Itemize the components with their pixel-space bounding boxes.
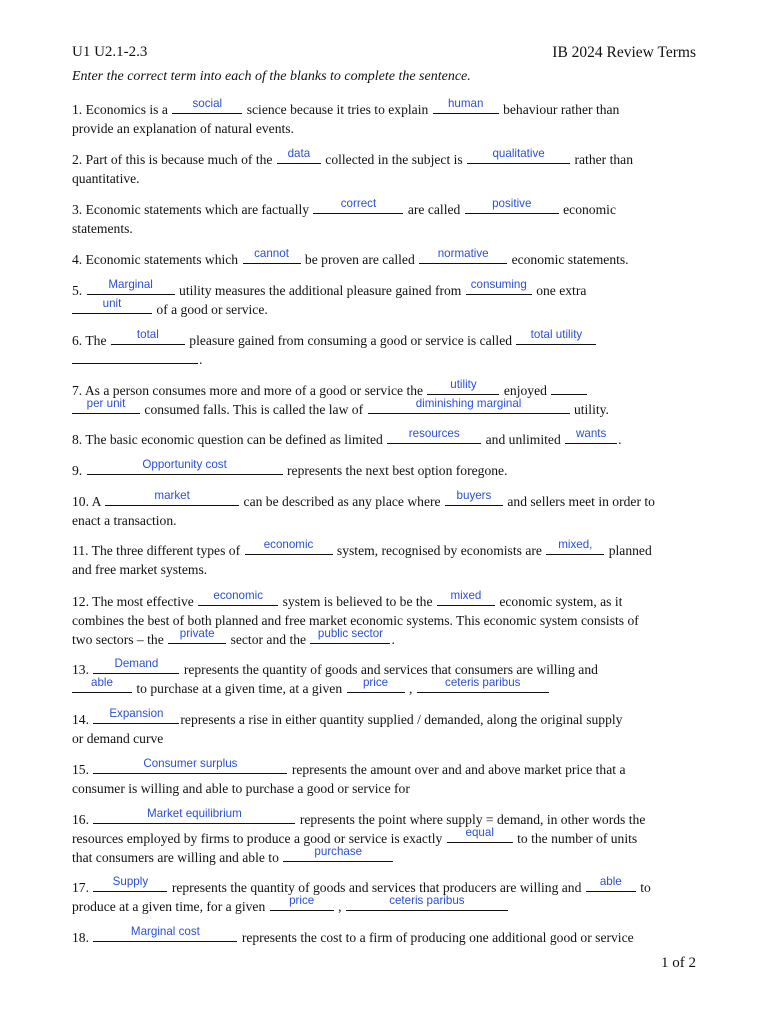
- blank-2b[interactable]: qualitative: [467, 150, 570, 164]
- blank-12d[interactable]: public sector: [310, 630, 390, 644]
- question-13: 13. Demand represents the quantity of goods and services that consumers are willing and able to purchase at a given time, at a given price , ceteris paribus: [72, 657, 598, 696]
- blank-7b[interactable]: per unit: [72, 400, 140, 414]
- question-14: 14. Expansion represents a rise in either quantity supplied / demanded, along the original supply or demand curve: [72, 707, 623, 746]
- question-2: 2. Part of this is because much of the data collected in the subject is qualitative rather than quantitative.: [72, 147, 633, 186]
- blank-6c[interactable]: [72, 350, 198, 364]
- blank-14a[interactable]: Expansion: [93, 710, 179, 724]
- blank-13b[interactable]: able: [72, 679, 132, 693]
- blank-9a[interactable]: Opportunity cost: [87, 461, 283, 475]
- header-unit-code: U1 U2.1-2.3: [72, 44, 148, 60]
- blank-7a[interactable]: utility: [427, 381, 499, 395]
- blank-12b[interactable]: mixed: [437, 592, 495, 606]
- question-5: 5. Marginal utility measures the additional pleasure gained from consuming one extra unit of a good or service.: [72, 278, 587, 317]
- blank-12a[interactable]: economic: [198, 592, 278, 606]
- blank-11b[interactable]: mixed,: [546, 541, 604, 555]
- question-18: 18. Marginal cost represents the cost to a firm of producing one additional good or service: [72, 925, 634, 945]
- page-number: 1 of 2: [661, 955, 696, 971]
- blank-18a[interactable]: Marginal cost: [93, 928, 237, 942]
- blank-8b[interactable]: wants: [565, 430, 617, 444]
- question-1: 1. Economics is a social science because it tries to explain human behaviour rather than provide an explanation of natural events.: [72, 97, 620, 136]
- question-17: 17. Supply represents the quantity of goods and services that producers are willing and able to produce at a given time, for a given price , ceteris paribus: [72, 875, 651, 914]
- blank-8a[interactable]: resources: [387, 430, 481, 444]
- question-15: 15. Consumer surplus represents the amount over and and above market price that a consumer is willing and able to purchase a good or service for: [72, 757, 626, 796]
- question-16: 16. Market equilibrium represents the point where supply = demand, in other words the resources employed by firms to produce a good or service is exactly equal to the number of units that consumers are willing and able to purchase: [72, 807, 646, 865]
- blank-5a[interactable]: Marginal: [87, 281, 175, 295]
- blank-3a[interactable]: correct: [313, 200, 403, 214]
- blank-13a[interactable]: Demand: [93, 660, 179, 674]
- question-12: 12. The most effective economic system is believed to be the mixed economic system, as it combines the best of both planned and free market economic systems. This economic system consists of two sectors – the private sector and the public sector .: [72, 589, 639, 647]
- blank-16c[interactable]: purchase: [283, 848, 393, 862]
- blank-4b[interactable]: normative: [419, 250, 507, 264]
- question-8: 8. The basic economic question can be defined as limited resources and unlimited wants .: [72, 427, 622, 447]
- blank-6b[interactable]: total utility: [516, 331, 596, 345]
- blank-1a[interactable]: social: [172, 100, 242, 114]
- blank-7c[interactable]: diminishing marginal: [368, 400, 570, 414]
- question-7: 7. As a person consumes more and more of a good or service the utility enjoyed per unit consumed falls. This is called the law of diminishing marginal utility.: [72, 378, 609, 417]
- question-3: 3. Economic statements which are factually correct are called positive economic statements.: [72, 197, 616, 236]
- blank-5b[interactable]: consuming: [466, 281, 532, 295]
- question-4: 4. Economic statements which cannot be proven are called normative economic statements.: [72, 247, 629, 267]
- question-11: 11. The three different types of economic system, recognised by economists are mixed, planned and free market systems.: [72, 538, 652, 577]
- blank-10b[interactable]: buyers: [445, 492, 503, 506]
- blank-11a[interactable]: economic: [245, 541, 333, 555]
- blank-15a[interactable]: Consumer surplus: [93, 760, 287, 774]
- blank-16a[interactable]: Market equilibrium: [93, 810, 295, 824]
- blank-13d[interactable]: ceteris paribus: [417, 679, 549, 693]
- blank-16b[interactable]: equal: [447, 829, 513, 843]
- blank-2a[interactable]: data: [277, 150, 321, 164]
- blank-17c[interactable]: price: [270, 897, 334, 911]
- blank-12c[interactable]: private: [168, 630, 226, 644]
- blank-17b[interactable]: able: [586, 878, 636, 892]
- header-review-title: IB 2024 Review Terms: [552, 44, 696, 61]
- question-9: 9. Opportunity cost represents the next best option foregone.: [72, 458, 508, 478]
- blank-5c[interactable]: unit: [72, 300, 152, 314]
- blank-1b[interactable]: human: [433, 100, 499, 114]
- blank-7b-start[interactable]: [551, 381, 587, 395]
- blank-6a[interactable]: total: [111, 331, 185, 345]
- instructions: Enter the correct term into each of the blanks to complete the sentence.: [72, 69, 471, 84]
- question-6: 6. The total pleasure gained from consuming a good or service is called total utility .: [72, 331, 696, 369]
- question-10: 10. A market can be described as any place where buyers and sellers meet in order to enact a transaction.: [72, 489, 655, 528]
- blank-10a[interactable]: market: [105, 492, 239, 506]
- blank-13c[interactable]: price: [347, 679, 405, 693]
- blank-3b[interactable]: positive: [465, 200, 559, 214]
- blank-17d[interactable]: ceteris paribus: [346, 897, 508, 911]
- blank-17a[interactable]: Supply: [93, 878, 167, 892]
- blank-4a[interactable]: cannot: [243, 250, 301, 264]
